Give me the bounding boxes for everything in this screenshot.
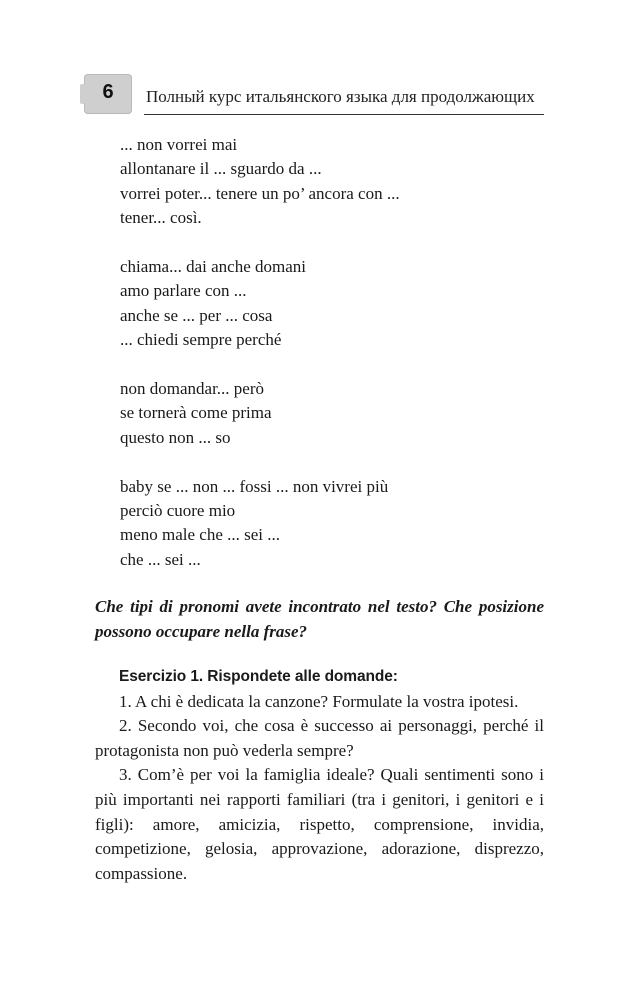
exercise-item-1: 1. A chi è dedicata la canzone? Formulate la vostra ipotesi. <box>119 691 519 711</box>
lyric-line: ... non vorrei mai <box>120 135 238 154</box>
stanza-4 <box>120 475 540 573</box>
stanza-1 <box>120 133 540 231</box>
lyric-line: ... chiedi sempre perché <box>120 330 282 350</box>
lyric-line: questo non ... so <box>120 427 231 447</box>
exercise-item-2: 2. Secondo voi, che cosa è successo ai personaggi, perché il protagonista non può vederla sempre? <box>95 716 544 760</box>
stanza-2 <box>120 255 540 353</box>
pronoun-question: Che tipi di pronomi avete incontrato nel testo? Che posizione possono occupare nella frase? <box>95 597 544 641</box>
lyric-line: non domandar... però <box>120 379 264 399</box>
page-header <box>84 74 544 114</box>
exercise-item-3: 3. Com’è per voi la famiglia ideale? Quali sentimenti sono i più importanti nei rapporti familiari (tra i genitori, i genitori e i figli): amore, amicizia, rispetto, comprensione, invidia, competizione, gelosia, approvazione, adorazione, disprezzo, compassione. <box>95 765 544 883</box>
lyric-line: vorrei poter... tenere un po’ ancora con ... <box>120 183 400 203</box>
stanza-3 <box>120 377 540 450</box>
page-number: 6 <box>102 81 114 103</box>
lyric-line: perciò cuore mio <box>120 501 236 521</box>
lyric-line: meno male che ... sei ... <box>120 525 281 545</box>
lyric-line: amo parlare con ... <box>120 281 247 301</box>
running-head: Полный курс итальянского языка для продолжающих <box>146 87 535 106</box>
page-number-badge <box>84 74 132 114</box>
lyric-line: se tornerà come prima <box>120 403 272 423</box>
lyric-line: allontanare il ... sguardo da ... <box>120 159 322 179</box>
exercise-1 <box>95 665 544 886</box>
header-rule <box>144 114 544 115</box>
lyric-line: baby se ... non ... fossi ... non vivrei più <box>120 476 389 496</box>
lyric-line: chiama... dai anche domani <box>120 257 306 277</box>
lyric-line: tener... così. <box>120 208 202 228</box>
exercise-title: Esercizio 1. Rispondete alle domande: <box>119 668 398 685</box>
lyric-line: anche se ... per ... cosa <box>120 305 273 325</box>
lyric-line: che ... sei ... <box>120 549 201 569</box>
song-lyrics <box>120 133 540 572</box>
